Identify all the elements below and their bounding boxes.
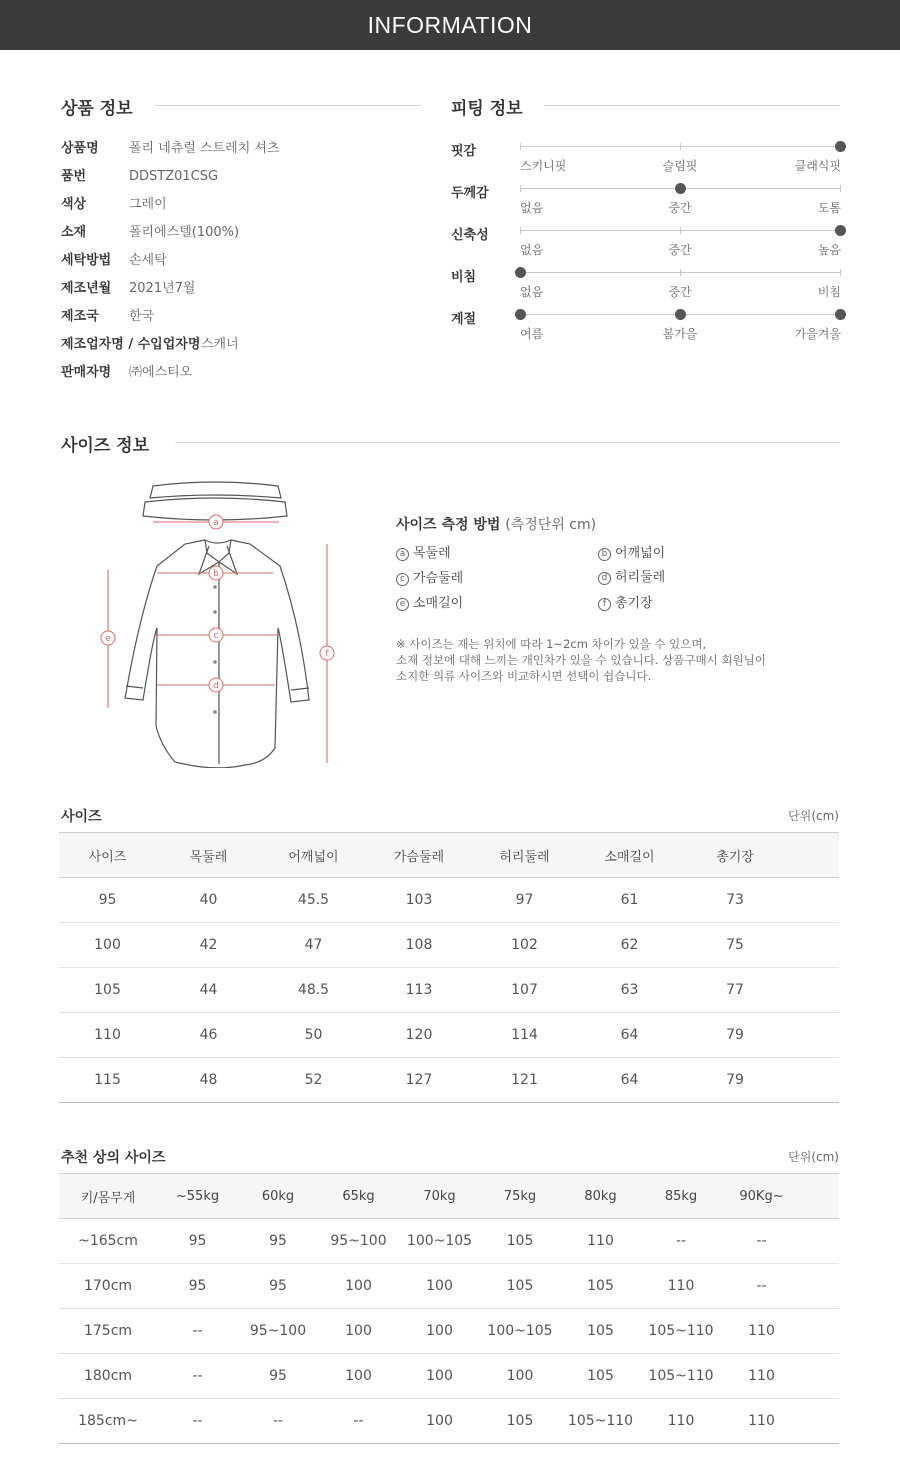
size-table-row [59, 968, 839, 1013]
table-cell: 100~105 [480, 1309, 560, 1354]
table-cell: 64 [577, 1058, 682, 1103]
table-header-cell: 허리둘레 [472, 833, 577, 878]
table-cell: 95 [157, 1264, 238, 1309]
table-cell: -- [238, 1399, 318, 1444]
table-cell: 105 [480, 1399, 560, 1444]
measure-item: f 총기장 [598, 592, 653, 611]
fitting-selected-dot [515, 267, 526, 278]
fitting-option-label: 클래식핏 [794, 159, 841, 173]
fitting-option-label: 스키니핏 [520, 159, 567, 173]
measure-item: e 소매길이 [396, 592, 463, 611]
fitting-label: 비침 [451, 270, 477, 285]
product-row: 세탁방법 손세탁 [61, 253, 167, 268]
recommend-table-row [59, 1354, 839, 1399]
fitting-option-label: 없음 [520, 285, 544, 299]
table-cell: 110 [560, 1219, 641, 1264]
table-cell: 42 [156, 923, 261, 968]
size-table [59, 832, 839, 1103]
table-cell: 105~110 [560, 1399, 641, 1444]
size-note: ※ 사이즈는 재는 위치에 따라 1~2cm 차이가 있을 수 있으며, 소재 정보에 대해 느끼는 개인차가 있을 수 있습니다. 상품구매시 회원님이 소지한 의류 사이즈와 비교하시면 선택이 쉽습니다. [396, 637, 766, 683]
table-cell: -- [721, 1219, 802, 1264]
table-cell: 50 [261, 1013, 366, 1058]
table-cell: 110 [59, 1013, 156, 1058]
product-row: 제조년월 2021년7월 [61, 281, 196, 296]
table-cell: 170cm [59, 1264, 157, 1309]
table-cell: 120 [366, 1013, 472, 1058]
product-row: 제조업자명 / 수입업자명스캐너 [61, 337, 239, 352]
fitting-scale-tick [840, 269, 841, 276]
size-table-title: 사이즈 [61, 809, 102, 825]
fitting-scale-tick [520, 185, 521, 192]
diagram-mark-e: e [105, 634, 111, 644]
table-header-cell: 어깨넓이 [261, 833, 366, 878]
fitting-info-title: 피팅 정보 [451, 99, 523, 119]
table-cell: 46 [156, 1013, 261, 1058]
recommend-table-row [59, 1399, 839, 1444]
table-header-spacer [788, 833, 839, 878]
table-cell: 61 [577, 878, 682, 923]
table-cell: 100 [318, 1264, 399, 1309]
size-info-divider [175, 442, 840, 443]
fitting-scale-tick [840, 185, 841, 192]
table-header-cell: 80kg [560, 1174, 641, 1219]
size-table-row [59, 1013, 839, 1058]
table-spacer-cell [802, 1309, 839, 1354]
fitting-option-label: 가을겨울 [794, 327, 841, 341]
table-spacer-cell [802, 1219, 839, 1264]
recommend-table-row [59, 1309, 839, 1354]
table-cell: 105~110 [641, 1309, 721, 1354]
table-cell: 100 [399, 1309, 480, 1354]
product-info-divider [155, 105, 421, 106]
fitting-label: 두께감 [451, 186, 489, 201]
recommend-table-row [59, 1219, 839, 1264]
table-cell: 95~100 [238, 1309, 318, 1354]
fitting-option-label: 여름 [520, 327, 544, 341]
table-cell: 185cm~ [59, 1399, 157, 1444]
table-cell: 100 [480, 1354, 560, 1399]
diagram-mark-b: b [213, 569, 219, 579]
table-cell: 105 [560, 1309, 641, 1354]
table-cell: 100 [399, 1264, 480, 1309]
table-cell: 97 [472, 878, 577, 923]
table-cell: 108 [366, 923, 472, 968]
table-header-cell: ~55kg [157, 1174, 238, 1219]
fitting-selected-dot [835, 141, 846, 152]
fitting-option-label: 없음 [520, 243, 544, 257]
table-cell: 95 [59, 878, 156, 923]
fitting-scale-track [520, 272, 840, 273]
table-spacer-cell [802, 1399, 839, 1444]
table-spacer-cell [788, 1013, 839, 1058]
fitting-scale-tick [680, 269, 681, 276]
fitting-option-label: 봄가을 [662, 327, 698, 341]
table-cell: 105 [480, 1264, 560, 1309]
table-cell: ~165cm [59, 1219, 157, 1264]
table-cell: -- [157, 1399, 238, 1444]
recommend-table [59, 1173, 839, 1444]
table-cell: 105 [560, 1354, 641, 1399]
size-table-header [59, 833, 839, 878]
table-cell: -- [721, 1264, 802, 1309]
fitting-selected-dot [835, 309, 846, 320]
size-info-title: 사이즈 정보 [61, 436, 150, 456]
table-header-cell: 총기장 [682, 833, 788, 878]
table-header-cell: 가슴둘레 [366, 833, 472, 878]
fitting-row [451, 224, 841, 264]
table-spacer-cell [802, 1354, 839, 1399]
fitting-option-label: 도톰 [817, 201, 841, 215]
size-table-row [59, 1058, 839, 1103]
table-cell: 77 [682, 968, 788, 1013]
diagram-mark-d: d [213, 681, 219, 691]
measure-item: b 어깨넓이 [598, 542, 665, 561]
fitting-selected-dot [675, 183, 686, 194]
product-row: 소재 폴리에스텔(100%) [61, 225, 240, 240]
table-cell: 113 [366, 968, 472, 1013]
table-cell: 95 [238, 1264, 318, 1309]
fitting-option-label: 높음 [817, 243, 841, 257]
fitting-selected-dot [515, 309, 526, 320]
size-table-row [59, 923, 839, 968]
measure-item: c 가슴둘레 [396, 567, 463, 586]
table-cell: 115 [59, 1058, 156, 1103]
shirt-measurement-diagram [95, 478, 345, 768]
table-cell: 75 [682, 923, 788, 968]
table-cell: -- [157, 1354, 238, 1399]
measure-method-title: 사이즈 측정 방법 (측정단위 cm) [396, 517, 597, 533]
diagram-mark-a: a [213, 518, 219, 528]
table-cell: 175cm [59, 1309, 157, 1354]
header-title: INFORMATION [367, 12, 533, 38]
recommend-table-header [59, 1174, 839, 1219]
table-cell: 95 [238, 1354, 318, 1399]
table-cell: 63 [577, 968, 682, 1013]
table-header-cell: 90Kg~ [721, 1174, 802, 1219]
fitting-row [451, 182, 841, 222]
table-cell: 95 [157, 1219, 238, 1264]
size-table-row [59, 878, 839, 923]
product-row: 색상 그레이 [61, 197, 167, 212]
table-spacer-cell [788, 923, 839, 968]
table-header-cell: 60kg [238, 1174, 318, 1219]
fitting-scale-tick [520, 227, 521, 234]
fitting-scale-tick [680, 143, 681, 150]
table-spacer-cell [788, 1058, 839, 1103]
fitting-label: 계절 [451, 312, 477, 327]
table-cell: 100 [399, 1354, 480, 1399]
table-cell: -- [641, 1219, 721, 1264]
table-header-cell: 목둘레 [156, 833, 261, 878]
table-cell: 110 [641, 1264, 721, 1309]
table-cell: 114 [472, 1013, 577, 1058]
measure-item: d 허리둘레 [598, 566, 665, 585]
fitting-row [451, 140, 841, 180]
table-header-cell: 85kg [641, 1174, 721, 1219]
table-cell: 79 [682, 1013, 788, 1058]
table-cell: 105 [59, 968, 156, 1013]
table-cell: 48.5 [261, 968, 366, 1013]
table-cell: 105~110 [641, 1354, 721, 1399]
table-cell: 47 [261, 923, 366, 968]
table-spacer-cell [788, 968, 839, 1013]
table-cell: -- [157, 1309, 238, 1354]
fitting-label: 핏감 [451, 144, 477, 159]
table-cell: 110 [641, 1399, 721, 1444]
fitting-scale-track [520, 188, 840, 189]
table-cell: -- [318, 1399, 399, 1444]
table-cell: 110 [721, 1354, 802, 1399]
diagram-mark-c: c [213, 631, 219, 641]
size-table-unit: 단위(cm) [788, 809, 839, 823]
table-header-cell: 65kg [318, 1174, 399, 1219]
fitting-scale-tick [680, 227, 681, 234]
table-cell: 121 [472, 1058, 577, 1103]
fitting-scale-tick [520, 143, 521, 150]
table-cell: 52 [261, 1058, 366, 1103]
fitting-row [451, 308, 841, 348]
fitting-option-label: 비침 [817, 285, 841, 299]
table-cell: 95 [238, 1219, 318, 1264]
fitting-selected-dot [675, 309, 686, 320]
recommend-table-row [59, 1264, 839, 1309]
product-row: 판매자명 ㈜에스티오 [61, 365, 193, 380]
table-cell: 107 [472, 968, 577, 1013]
fitting-row [451, 266, 841, 306]
table-header-cell: 75kg [480, 1174, 560, 1219]
table-cell: 79 [682, 1058, 788, 1103]
product-info-title: 상품 정보 [61, 99, 133, 119]
table-cell: 180cm [59, 1354, 157, 1399]
table-cell: 95~100 [318, 1219, 399, 1264]
product-row: 제조국 한국 [61, 309, 155, 324]
table-cell: 100 [318, 1309, 399, 1354]
diagram-mark-f: f [325, 649, 329, 659]
fitting-option-label: 중간 [668, 201, 692, 215]
info-header [0, 0, 900, 50]
measure-item: a 목둘레 [396, 542, 451, 561]
table-cell: 105 [560, 1264, 641, 1309]
fitting-option-label: 슬림핏 [662, 159, 698, 173]
recommend-table-unit: 단위(cm) [788, 1150, 839, 1164]
fitting-scale-track [520, 230, 840, 231]
table-cell: 100 [59, 923, 156, 968]
product-row: 상품명 폴리 네츄럴 스트레치 셔츠 [61, 141, 280, 156]
table-cell: 100 [399, 1399, 480, 1444]
table-cell: 100 [318, 1354, 399, 1399]
table-cell: 45.5 [261, 878, 366, 923]
table-cell: 44 [156, 968, 261, 1013]
table-cell: 105 [480, 1219, 560, 1264]
table-header-cell: 70kg [399, 1174, 480, 1219]
table-spacer-cell [802, 1264, 839, 1309]
table-cell: 102 [472, 923, 577, 968]
table-header-cell: 사이즈 [59, 833, 156, 878]
table-header-cell: 소매길이 [577, 833, 682, 878]
fitting-scale-track [520, 146, 840, 147]
fitting-label: 신축성 [451, 228, 489, 243]
recommend-table-title: 추천 상의 사이즈 [61, 1150, 166, 1166]
table-cell: 64 [577, 1013, 682, 1058]
fitting-option-label: 없음 [520, 201, 544, 215]
table-spacer-cell [788, 878, 839, 923]
table-cell: 40 [156, 878, 261, 923]
table-cell: 100~105 [399, 1219, 480, 1264]
fitting-info-divider [544, 105, 840, 106]
table-cell: 48 [156, 1058, 261, 1103]
table-cell: 103 [366, 878, 472, 923]
fitting-option-label: 중간 [668, 243, 692, 257]
table-header-cell: 키/몸무게 [59, 1174, 157, 1219]
product-row: 품번 DDSTZ01CSG [61, 169, 219, 184]
fitting-scale-track [520, 314, 840, 315]
table-cell: 110 [721, 1309, 802, 1354]
table-cell: 127 [366, 1058, 472, 1103]
fitting-selected-dot [835, 225, 846, 236]
table-header-spacer [802, 1174, 839, 1219]
table-cell: 62 [577, 923, 682, 968]
table-cell: 110 [721, 1399, 802, 1444]
table-cell: 73 [682, 878, 788, 923]
fitting-option-label: 중간 [668, 285, 692, 299]
